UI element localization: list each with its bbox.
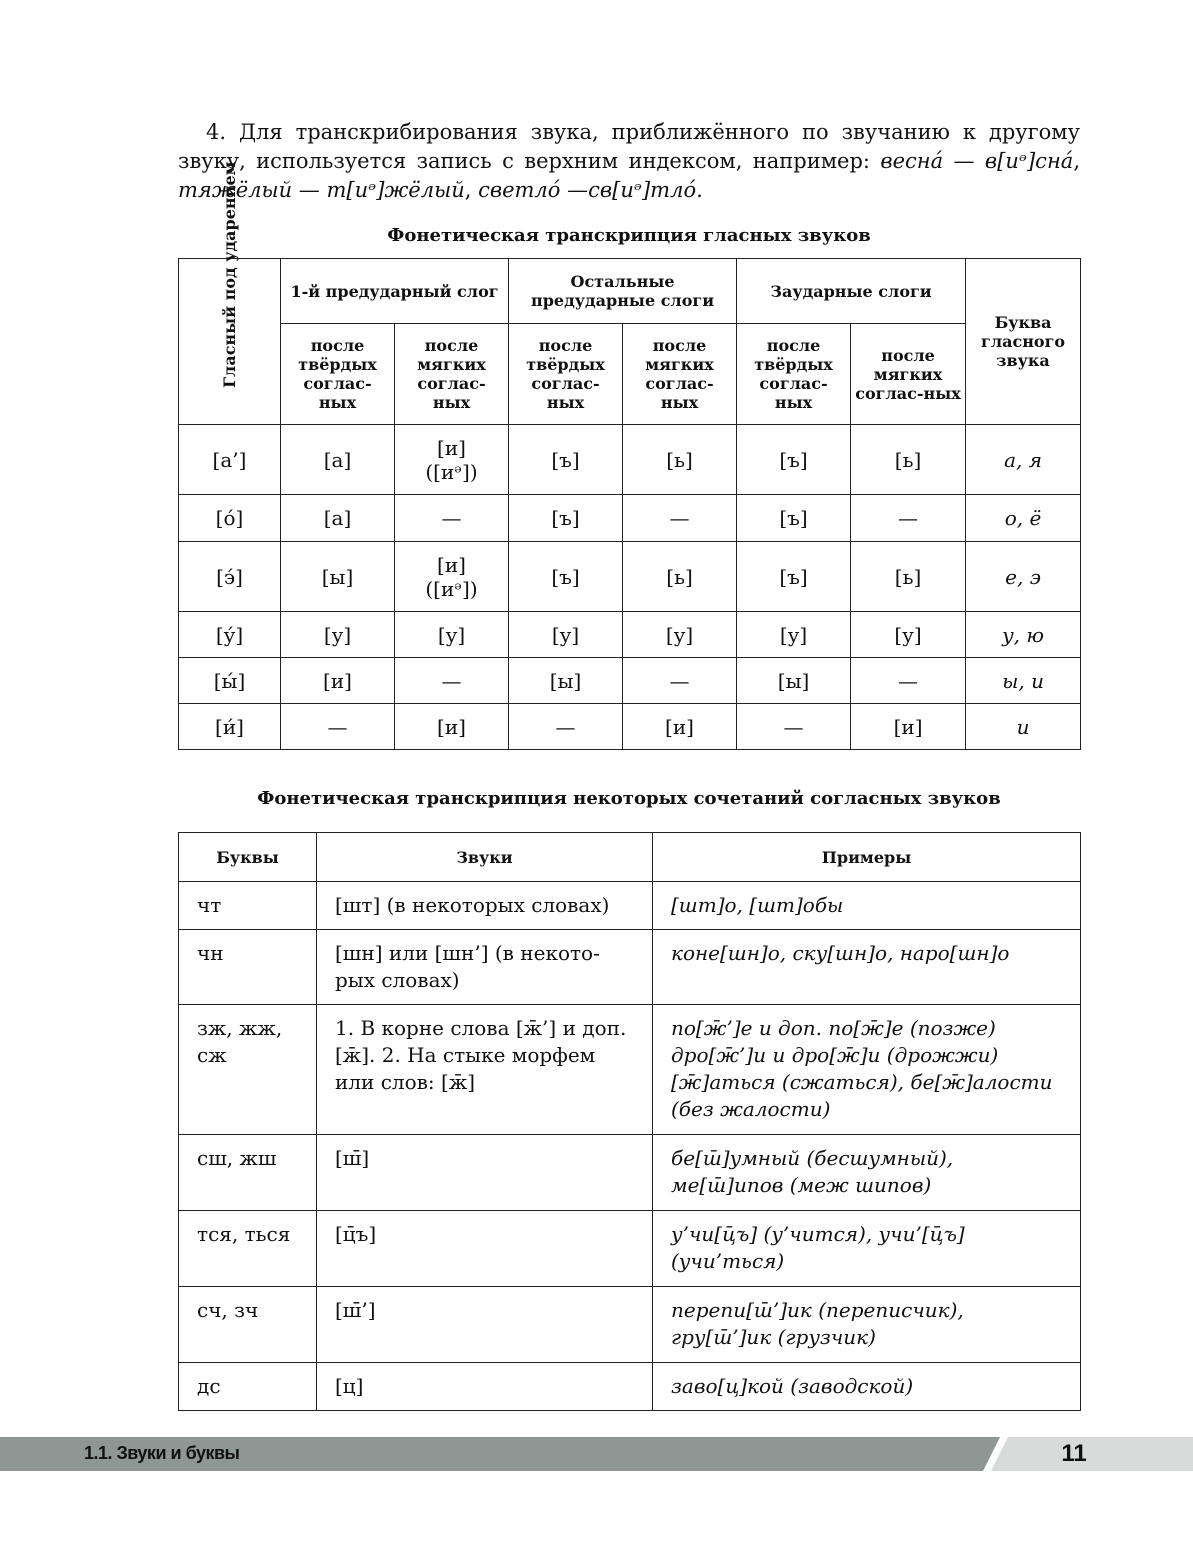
- cell: [у]: [281, 612, 395, 658]
- cell: ы, и: [966, 658, 1081, 704]
- example-word: весна́: [880, 149, 944, 173]
- table-row: [179, 542, 1081, 612]
- cell: заво[ц]кой (заводской): [653, 1363, 1081, 1411]
- subheader-hard: после твёрдых соглас-ных: [737, 324, 851, 425]
- cell: [а’]: [179, 425, 281, 495]
- header-stressed-vowel: Гласный под ударением: [179, 259, 281, 425]
- cell: [у]: [851, 612, 966, 658]
- cell: зж, жж, сж: [179, 1005, 317, 1135]
- cell: [и]: [281, 658, 395, 704]
- cell: [шт]о, [шт]обы: [653, 882, 1081, 930]
- table-row: [179, 658, 1081, 704]
- cell: сч, зч: [179, 1287, 317, 1363]
- cell: и: [966, 704, 1081, 750]
- table-row: [179, 1211, 1081, 1287]
- cell: —: [281, 704, 395, 750]
- cell: [у́]: [179, 612, 281, 658]
- cell: —: [509, 704, 623, 750]
- cell: —: [851, 495, 966, 542]
- table-row: [179, 495, 1081, 542]
- cell: [ц̄ъ]: [317, 1211, 653, 1287]
- cell: перепи[ш̄’]ик (переписчик), гру[ш̄’]ик (грузчик): [653, 1287, 1081, 1363]
- cell: [э́]: [179, 542, 281, 612]
- cell: [ъ]: [509, 425, 623, 495]
- cell: [ъ]: [737, 425, 851, 495]
- subheader-hard: после твёрдых соглас-ных: [281, 324, 395, 425]
- cell: [ы]: [509, 658, 623, 704]
- cell: [у]: [623, 612, 737, 658]
- example-transcription: в[иᵊ]сна́: [984, 149, 1074, 173]
- cell: коне[шн]о, ску[шн]о, наро[шн]о: [653, 930, 1081, 1005]
- cell: [ь]: [623, 542, 737, 612]
- cell: [у]: [509, 612, 623, 658]
- consonants-table-caption: Фонетическая транскрипция некоторых сочетаний согласных звуков: [257, 788, 1001, 809]
- cell: [ы́]: [179, 658, 281, 704]
- cell: [и]: [623, 704, 737, 750]
- cell: чт: [179, 882, 317, 930]
- cell: [ъ]: [737, 495, 851, 542]
- intro-text: 4. Для транскрибирования звука, приближённого по звучанию к другому звуку, используется запись с верхним индексом, например:: [178, 120, 1080, 173]
- cell: о, ё: [966, 495, 1081, 542]
- subheader-soft: после мягких соглас-ных: [395, 324, 509, 425]
- table-row: [179, 612, 1081, 658]
- cell: [у]: [737, 612, 851, 658]
- cell: [шн] или [шн’] (в некото-рых словах): [317, 930, 653, 1005]
- cell: [ь]: [623, 425, 737, 495]
- cell: [и] ([иᵊ]): [395, 425, 509, 495]
- subheader-soft: после мягких соглас-ных: [623, 324, 737, 425]
- cell: [и]: [395, 704, 509, 750]
- cell: бе[ш̄]умный (бесшумный), ме[ш̄]ипов (меж шипов): [653, 1135, 1081, 1211]
- intro-paragraph: 4. Для транскрибирования звука, приближённого по звучанию к другому звуку, используется запись с верхним индексом, например: весна́ — в[иᵊ]сна́, тяжёлый — т[иᵊ]жёлый, светло́ —св[иᵊ]тло́.: [178, 120, 1080, 202]
- cell: тся, ться: [179, 1211, 317, 1287]
- cell: —: [395, 658, 509, 704]
- example-word: тяжёлый: [178, 178, 293, 202]
- cell: [ы]: [281, 542, 395, 612]
- example-transcription: т[иᵊ]жёлый: [326, 178, 465, 202]
- vowels-table-caption: Фонетическая транскрипция гласных звуков: [387, 225, 871, 246]
- cell: [у]: [395, 612, 509, 658]
- cell: у’чи[ц̄ъ] (у’чится), учи’[ц̄ъ] (учи’ться): [653, 1211, 1081, 1287]
- table-row: [179, 425, 1081, 495]
- cell: [шт] (в некоторых словах): [317, 882, 653, 930]
- cell: [а]: [281, 425, 395, 495]
- cell: [ы]: [737, 658, 851, 704]
- cell: [ш̄]: [317, 1135, 653, 1211]
- header-first-pretonic: 1-й предударный слог: [281, 259, 509, 324]
- table-row: [179, 882, 1081, 930]
- header-vowel-letter: Буква гласного звука: [966, 259, 1081, 425]
- header-other-pretonic: Остальные предударные слоги: [509, 259, 737, 324]
- cell: [и]: [851, 704, 966, 750]
- cell: чн: [179, 930, 317, 1005]
- cell: [ь]: [851, 542, 966, 612]
- cell: —: [851, 658, 966, 704]
- table-row: [179, 1287, 1081, 1363]
- cell: —: [623, 495, 737, 542]
- example-word: светло́: [478, 178, 561, 202]
- section-title: 1.1. Звуки и буквы: [84, 1443, 240, 1463]
- cell: [о́]: [179, 495, 281, 542]
- cell: дс: [179, 1363, 317, 1411]
- cell: по[ж̄’]е и доп. по[ж̄]е (позже) дро[ж̄’]и и дро[ж̄]и (дрожжи) [ж̄]аться (сжаться), бе[ж̄]алости (без жалости): [653, 1005, 1081, 1135]
- cell: [ъ]: [509, 495, 623, 542]
- cell: —: [737, 704, 851, 750]
- cell: —: [395, 495, 509, 542]
- cell: [и] ([иᵊ]): [395, 542, 509, 612]
- page-number: 11: [1061, 1440, 1087, 1467]
- cell: 1. В корне слова [ж̄’] и доп. [ж̄]. 2. На стыке морфем или слов: [ж̄]: [317, 1005, 653, 1135]
- cell: —: [623, 658, 737, 704]
- table-row: [179, 1135, 1081, 1211]
- header-examples: Примеры: [653, 833, 1081, 882]
- cell: сш, жш: [179, 1135, 317, 1211]
- cell: у, ю: [966, 612, 1081, 658]
- header-letters: Буквы: [179, 833, 317, 882]
- header-posttonic: Заударные слоги: [737, 259, 966, 324]
- example-transcription: —св[иᵊ]тло́.: [567, 178, 703, 202]
- subheader-soft: после мягких соглас-ных: [851, 324, 966, 425]
- dash: —: [943, 149, 985, 173]
- cell: [а]: [281, 495, 395, 542]
- cell: а, я: [966, 425, 1081, 495]
- cell: [ш̄’]: [317, 1287, 653, 1363]
- cell: [ъ]: [737, 542, 851, 612]
- table-row: [179, 704, 1081, 750]
- header-sounds: Звуки: [317, 833, 653, 882]
- consonants-table: [178, 832, 1081, 1411]
- cell: [ь]: [851, 425, 966, 495]
- cell: [ц]: [317, 1363, 653, 1411]
- table-row: [179, 930, 1081, 1005]
- subheader-hard: после твёрдых соглас-ных: [509, 324, 623, 425]
- table-row: [179, 1363, 1081, 1411]
- cell: [и́]: [179, 704, 281, 750]
- cell: е, э: [966, 542, 1081, 612]
- table-row: [179, 1005, 1081, 1135]
- cell: [ъ]: [509, 542, 623, 612]
